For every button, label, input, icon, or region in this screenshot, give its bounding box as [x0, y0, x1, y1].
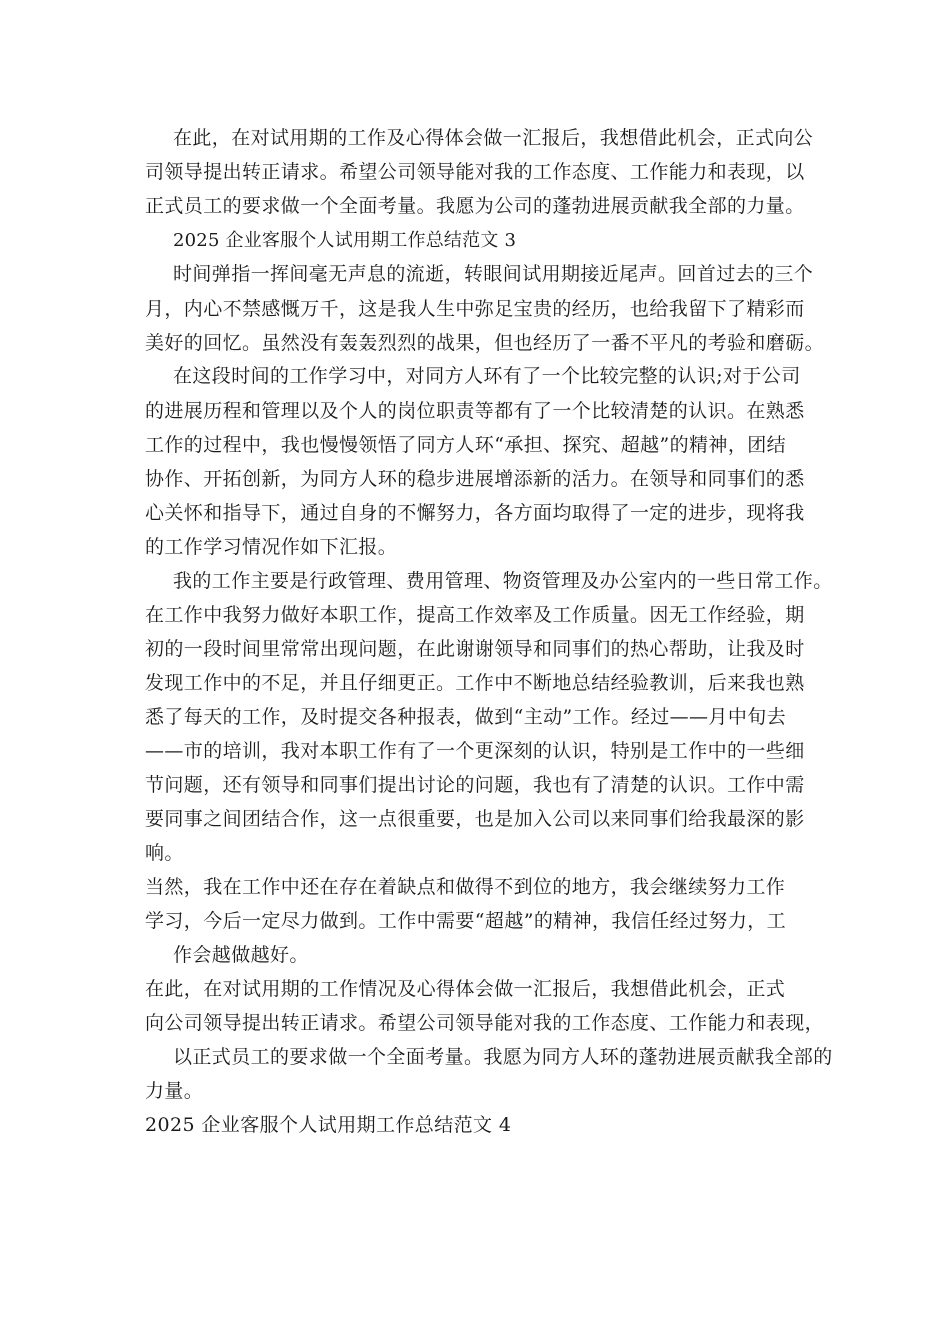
paragraph-line: 美好的回忆。虽然没有轰轰烈烈的战果，但也经历了一番不平凡的考验和磨砺。 — [145, 332, 825, 354]
paragraph-line: 在此，在对试用期的工作及心得体会做一汇报后，我想借此机会，正式向公 — [173, 127, 814, 149]
section-heading: 2025 企业客服个人试用期工作总结范文 3 — [173, 230, 517, 251]
paragraph-line: 当然，我在工作中还在存在着缺点和做得不到位的地方，我会继续努力工作 — [145, 876, 786, 898]
paragraph-line: 悉了每天的工作，及时提交各种报表，做到“主动”工作。经过——月中旬去 — [145, 706, 787, 728]
paragraph-line: 在这段时间的工作学习中，对同方人环有了一个比较完整的认识;对于公司 — [173, 365, 801, 387]
paragraph-line: 节问题，还有领导和同事们提出讨论的问题，我也有了清楚的认识。工作中需 — [145, 774, 805, 796]
paragraph-line: 工作的过程中，我也慢慢领悟了同方人环“承担、探究、超越”的精神，团结 — [145, 434, 787, 456]
paragraph-line: 以正式员工的要求做一个全面考量。我愿为同方人环的蓬勃进展贡献我全部的 — [173, 1046, 833, 1068]
paragraph-line: 作会越做越好。 — [173, 944, 309, 966]
paragraph-line: 的进展历程和管理以及个人的岗位职责等都有了一个比较清楚的认识。在熟悉 — [145, 400, 805, 422]
paragraph-line: ——市的培训，我对本职工作有了一个更深刻的认识，特别是工作中的一些细 — [145, 740, 805, 762]
paragraph-line: 的工作学习情况作如下汇报。 — [145, 536, 398, 558]
paragraph-line: 初的一段时间里常常出现问题，在此谢谢领导和同事们的热心帮助，让我及时 — [145, 638, 805, 660]
paragraph-line: 学习，今后一定尽力做到。工作中需要“超越”的精神，我信任经过努力，工 — [145, 910, 787, 932]
paragraph-line: 发现工作中的不足，并且仔细更正。工作中不断地总结经验教训，后来我也熟 — [145, 672, 805, 694]
paragraph-line: 力量。 — [145, 1080, 204, 1102]
paragraph-line: 在此，在对试用期的工作情况及心得体会做一汇报后，我想借此机会，正式 — [145, 978, 786, 1000]
paragraph-line: 在工作中我努力做好本职工作，提高工作效率及工作质量。因无工作经验，期 — [145, 604, 805, 626]
paragraph-line: 2025 企业客服个人试用期工作总结范文 4 — [145, 1114, 512, 1136]
paragraph-line: 司领导提出转正请求。希望公司领导能对我的工作态度、工作能力和表现，以 — [145, 161, 805, 183]
paragraph-line: 月，内心不禁感慨万千，这是我人生中弥足宝贵的经历，也给我留下了精彩而 — [145, 298, 805, 320]
paragraph-line: 时间弹指一挥间毫无声息的流逝，转眼间试用期接近尾声。回首过去的三个 — [173, 263, 814, 285]
paragraph-line: 向公司领导提出转正请求。希望公司领导能对我的工作态度、工作能力和表现， — [145, 1012, 825, 1034]
paragraph-line: 正式员工的要求做一个全面考量。我愿为公司的蓬勃进展贡献我全部的力量。 — [145, 195, 805, 217]
paragraph-line: 响。 — [145, 842, 184, 864]
paragraph-line: 心关怀和指导下，通过自身的不懈努力，各方面均取得了一定的进步，现将我 — [145, 502, 805, 524]
paragraph-line: 我的工作主要是行政管理、费用管理、物资管理及办公室内的一些日常工作。 — [173, 570, 833, 592]
paragraph-line: 要同事之间团结合作，这一点很重要，也是加入公司以来同事们给我最深的影 — [145, 808, 805, 830]
paragraph-line: 协作、开拓创新，为同方人环的稳步进展增添新的活力。在领导和同事们的悉 — [145, 468, 805, 490]
